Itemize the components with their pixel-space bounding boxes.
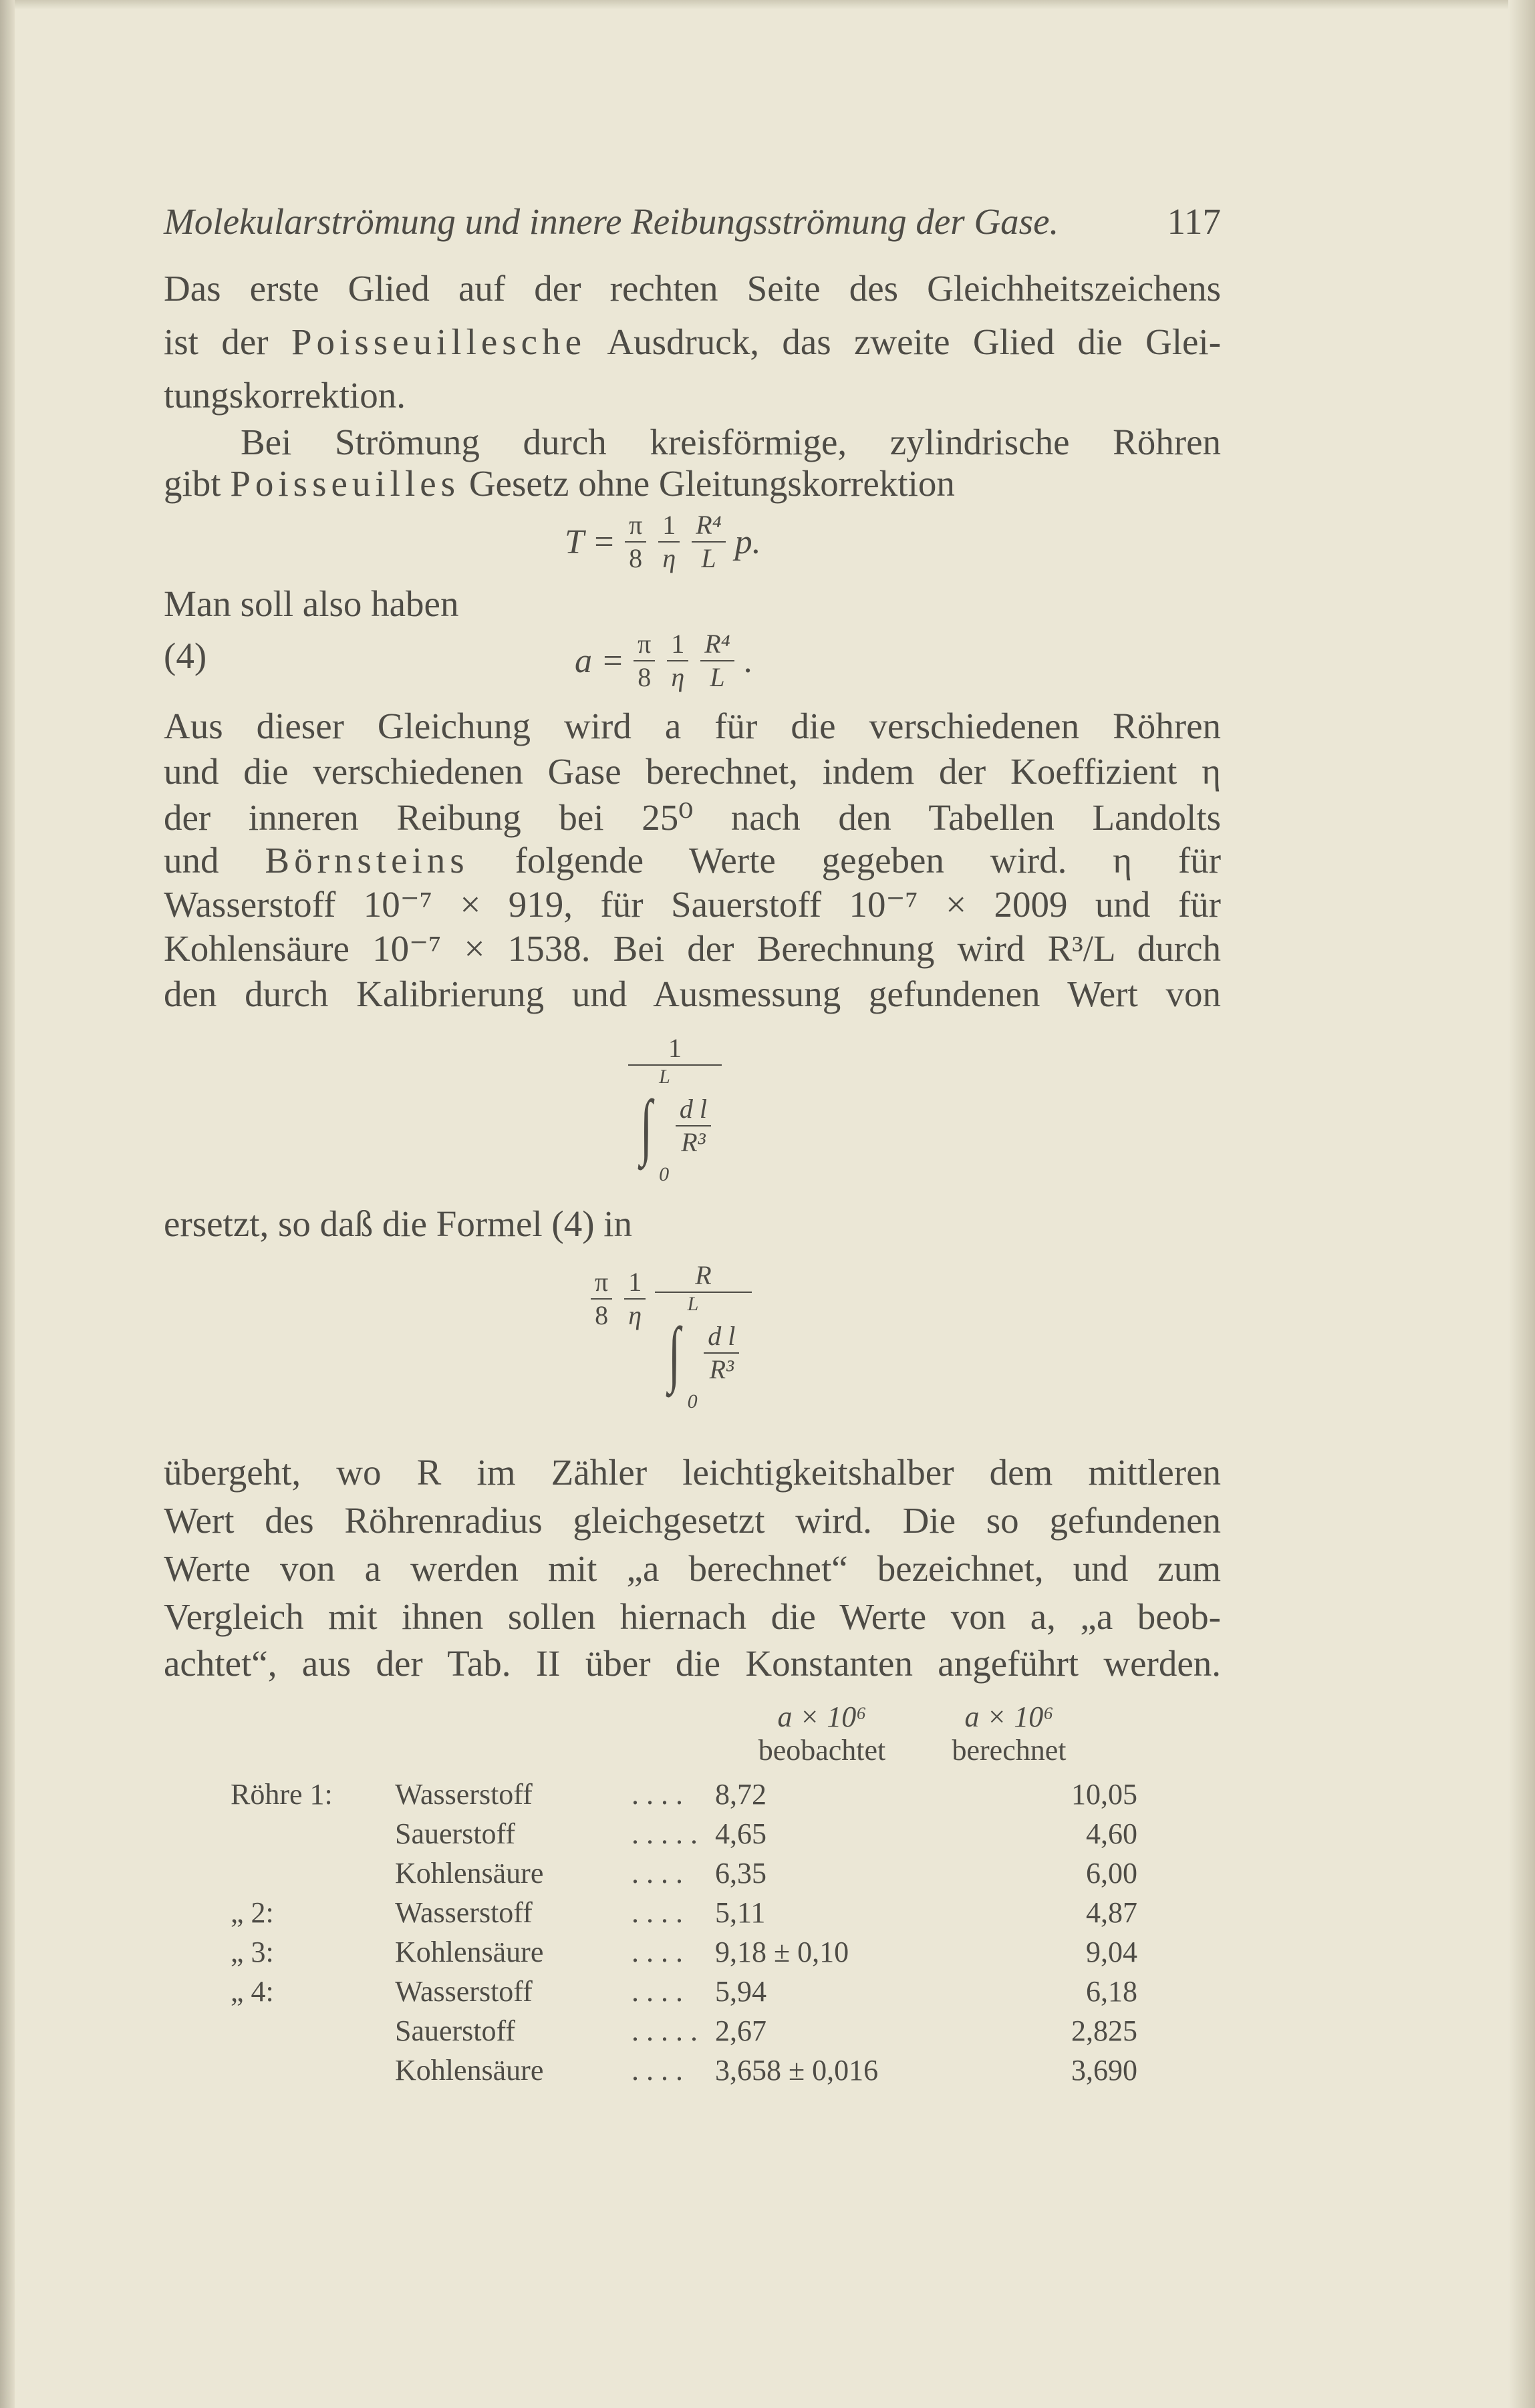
table-cell-dots: . . . . . <box>632 2014 698 2047</box>
text-line <box>164 839 1221 882</box>
table-cell-tube: „ 4: <box>231 1975 274 2008</box>
denominator: η <box>662 543 676 573</box>
table-cell-observed: 8,72 <box>715 1778 766 1811</box>
text-line: Bei Strömung durch kreisförmige, zylindrische Röhren <box>241 422 1221 462</box>
numerator: 1 <box>658 509 680 543</box>
table-cell-dots: . . . . <box>632 1975 683 2008</box>
integral-limits <box>688 1293 699 1413</box>
numerator: d l <box>676 1093 711 1126</box>
text-line: Wert des Röhrenradius gleichgesetzt wird. Die so gefundenen <box>164 1500 1221 1541</box>
lower-limit: 0 <box>659 1163 670 1185</box>
fraction <box>634 628 655 694</box>
text-line: achtet“, aus der Tab. II über die Konstanten angeführt werden. <box>164 1643 1221 1684</box>
numerator: R⁴ <box>692 509 725 543</box>
equation-4 <box>575 628 752 694</box>
denominator: 8 <box>638 662 652 692</box>
fraction <box>700 628 734 694</box>
equation-substituted <box>588 1259 752 1413</box>
table-cell-observed: 4,65 <box>715 1817 766 1850</box>
text-line: Man soll also haben <box>164 583 459 624</box>
lower-limit: 0 <box>687 1390 698 1412</box>
denominator: 8 <box>629 543 643 573</box>
denominator: η <box>671 662 685 692</box>
table-cell-computed: 3,690 <box>1071 2054 1137 2087</box>
table-cell-dots: . . . . <box>632 1936 683 1968</box>
integral-sign-icon: ∫ <box>640 1085 653 1167</box>
fraction <box>692 509 725 575</box>
column-header-top: a × 10⁶ <box>777 1700 867 1733</box>
page-binding-edge <box>0 0 15 2408</box>
table-cell-computed: 6,00 <box>1086 1857 1137 1890</box>
text-line: Kohlensäure 10⁻⁷ × 1538. Bei der Berechnung wird R³/L durch <box>164 928 1221 969</box>
column-header-bottom: berechnet <box>952 1734 1067 1767</box>
table-cell-computed: 4,87 <box>1086 1896 1137 1929</box>
table-cell-observed: 2,67 <box>715 2014 766 2047</box>
column-header-computed <box>922 1700 1096 1767</box>
table-cell-gas: Wasserstoff <box>395 1975 533 2008</box>
table-cell-computed: 9,04 <box>1086 1936 1137 1968</box>
text: Gesetz ohne Gleitungskorrektion <box>468 463 955 504</box>
fraction <box>704 1320 739 1386</box>
eq-lhs: a = <box>575 641 625 680</box>
running-title: Molekularströmung und innere Reibungsströmung der Gase. <box>164 201 1059 242</box>
integral <box>664 1293 742 1413</box>
numerator: π <box>625 509 646 543</box>
numerator: R <box>655 1259 751 1293</box>
text: gibt <box>164 463 221 504</box>
text: ist der <box>164 321 269 362</box>
text-line: tungskorrektion. <box>164 375 406 416</box>
text-line: Wasserstoff 10⁻⁷ × 919, für Sauerstoff 10⁻⁷ × 2009 und für <box>164 884 1221 925</box>
spaced-name: Poisseuillesche <box>291 321 587 362</box>
upper-limit: L <box>659 1066 670 1088</box>
table-cell-observed: 3,658 ± 0,016 <box>715 2054 879 2087</box>
table-cell-dots: . . . . . <box>632 1817 698 1850</box>
text: und <box>164 840 219 881</box>
table-cell-dots: . . . . <box>632 1857 683 1890</box>
spaced-name: Poisseuilles <box>230 463 460 504</box>
text-line: und die verschiedenen Gase berechnet, indem der Koeffizient η <box>164 751 1221 792</box>
integral-sign-icon: ∫ <box>668 1312 681 1394</box>
text-line: der inneren Reibung bei 25⁰ nach den Tabellen Landolts <box>164 797 1221 838</box>
page-top-edge <box>0 0 1535 9</box>
upper-limit: L <box>687 1293 699 1315</box>
table-cell-observed: 6,35 <box>715 1857 766 1890</box>
table-cell-gas: Wasserstoff <box>395 1896 533 1929</box>
numerator: π <box>591 1266 612 1300</box>
text-line: Das erste Glied auf der rechten Seite des Gleichheitszeichens <box>164 268 1221 309</box>
integral <box>636 1066 714 1186</box>
eq-lhs: T = <box>565 522 616 561</box>
running-header <box>164 200 1221 243</box>
table-cell-dots: . . . . <box>632 2054 683 2087</box>
fraction <box>676 1093 711 1159</box>
table-cell-tube: Röhre 1: <box>231 1778 333 1811</box>
spaced-name: Börnsteins <box>265 840 469 881</box>
page-number: 117 <box>1167 201 1221 242</box>
text-line: Werte von a werden mit „a berechnet“ bezeichnet, und zum <box>164 1548 1221 1589</box>
numerator: π <box>634 628 655 661</box>
table-cell-gas: Sauerstoff <box>395 2014 516 2047</box>
text: Ausdruck, das zweite Glied die Glei- <box>607 321 1222 362</box>
column-header-bottom: beobachtet <box>758 1734 886 1767</box>
table-cell-computed: 2,825 <box>1071 2014 1137 2047</box>
table-cell-observed: 5,94 <box>715 1975 766 2008</box>
table-cell-computed: 6,18 <box>1086 1975 1137 2008</box>
text-line: den durch Kalibrierung und Ausmessung gefundenen Wert von <box>164 973 1221 1014</box>
numerator: d l <box>704 1320 739 1354</box>
fraction <box>667 628 688 694</box>
eq-tail: p. <box>734 522 761 561</box>
table-cell-tube: „ 3: <box>231 1936 274 1968</box>
denominator: L <box>710 662 725 692</box>
table-cell-dots: . . . . <box>632 1896 683 1929</box>
denominator: η <box>628 1300 642 1330</box>
table-cell-gas: Kohlensäure <box>395 2054 544 2087</box>
table-cell-dots: . . . . <box>632 1778 683 1811</box>
text-line: übergeht, wo R im Zähler leichtigkeitshalber dem mittleren <box>164 1452 1221 1493</box>
equation-integral-reciprocal <box>628 1032 722 1186</box>
page-right-edge <box>1508 0 1535 2408</box>
denominator: 8 <box>595 1300 609 1330</box>
denominator: R³ <box>681 1127 706 1157</box>
fraction <box>658 509 680 575</box>
numerator: R⁴ <box>700 628 734 661</box>
text-line <box>164 462 955 505</box>
equation-poiseuille <box>565 509 761 575</box>
text-line: Aus dieser Gleichung wird a für die verschiedenen Röhren <box>164 706 1221 746</box>
table-cell-observed: 9,18 ± 0,10 <box>715 1936 849 1968</box>
denominator: R³ <box>709 1354 734 1384</box>
text-line: Vergleich mit ihnen sollen hiernach die Werte von a, „a beob- <box>164 1596 1221 1637</box>
table-cell-observed: 5,11 <box>715 1896 766 1929</box>
text: folgende Werte gegeben wird. η für <box>515 840 1222 881</box>
table-cell-gas: Kohlensäure <box>395 1857 544 1890</box>
table-cell-gas: Kohlensäure <box>395 1936 544 1968</box>
table-cell-computed: 10,05 <box>1071 1778 1137 1811</box>
numerator: 1 <box>624 1266 646 1300</box>
fraction <box>625 509 646 575</box>
denominator: L <box>701 543 716 573</box>
table-cell-tube: „ 2: <box>231 1896 274 1929</box>
column-header-observed <box>735 1700 909 1767</box>
numerator: 1 <box>667 628 688 661</box>
table-cell-gas: Wasserstoff <box>395 1778 533 1811</box>
table-cell-computed: 4,60 <box>1086 1817 1137 1850</box>
column-header-top: a × 10⁶ <box>964 1700 1054 1733</box>
equation-number: (4) <box>164 635 207 676</box>
text-line: ersetzt, so daß die Formel (4) in <box>164 1203 633 1244</box>
table-cell-gas: Sauerstoff <box>395 1817 516 1850</box>
fraction <box>591 1266 612 1332</box>
numerator: 1 <box>628 1032 722 1066</box>
fraction <box>655 1259 751 1413</box>
integral-limits <box>659 1066 670 1186</box>
fraction <box>624 1266 646 1332</box>
eq-tail: . <box>743 641 752 680</box>
text-line <box>164 321 1221 363</box>
